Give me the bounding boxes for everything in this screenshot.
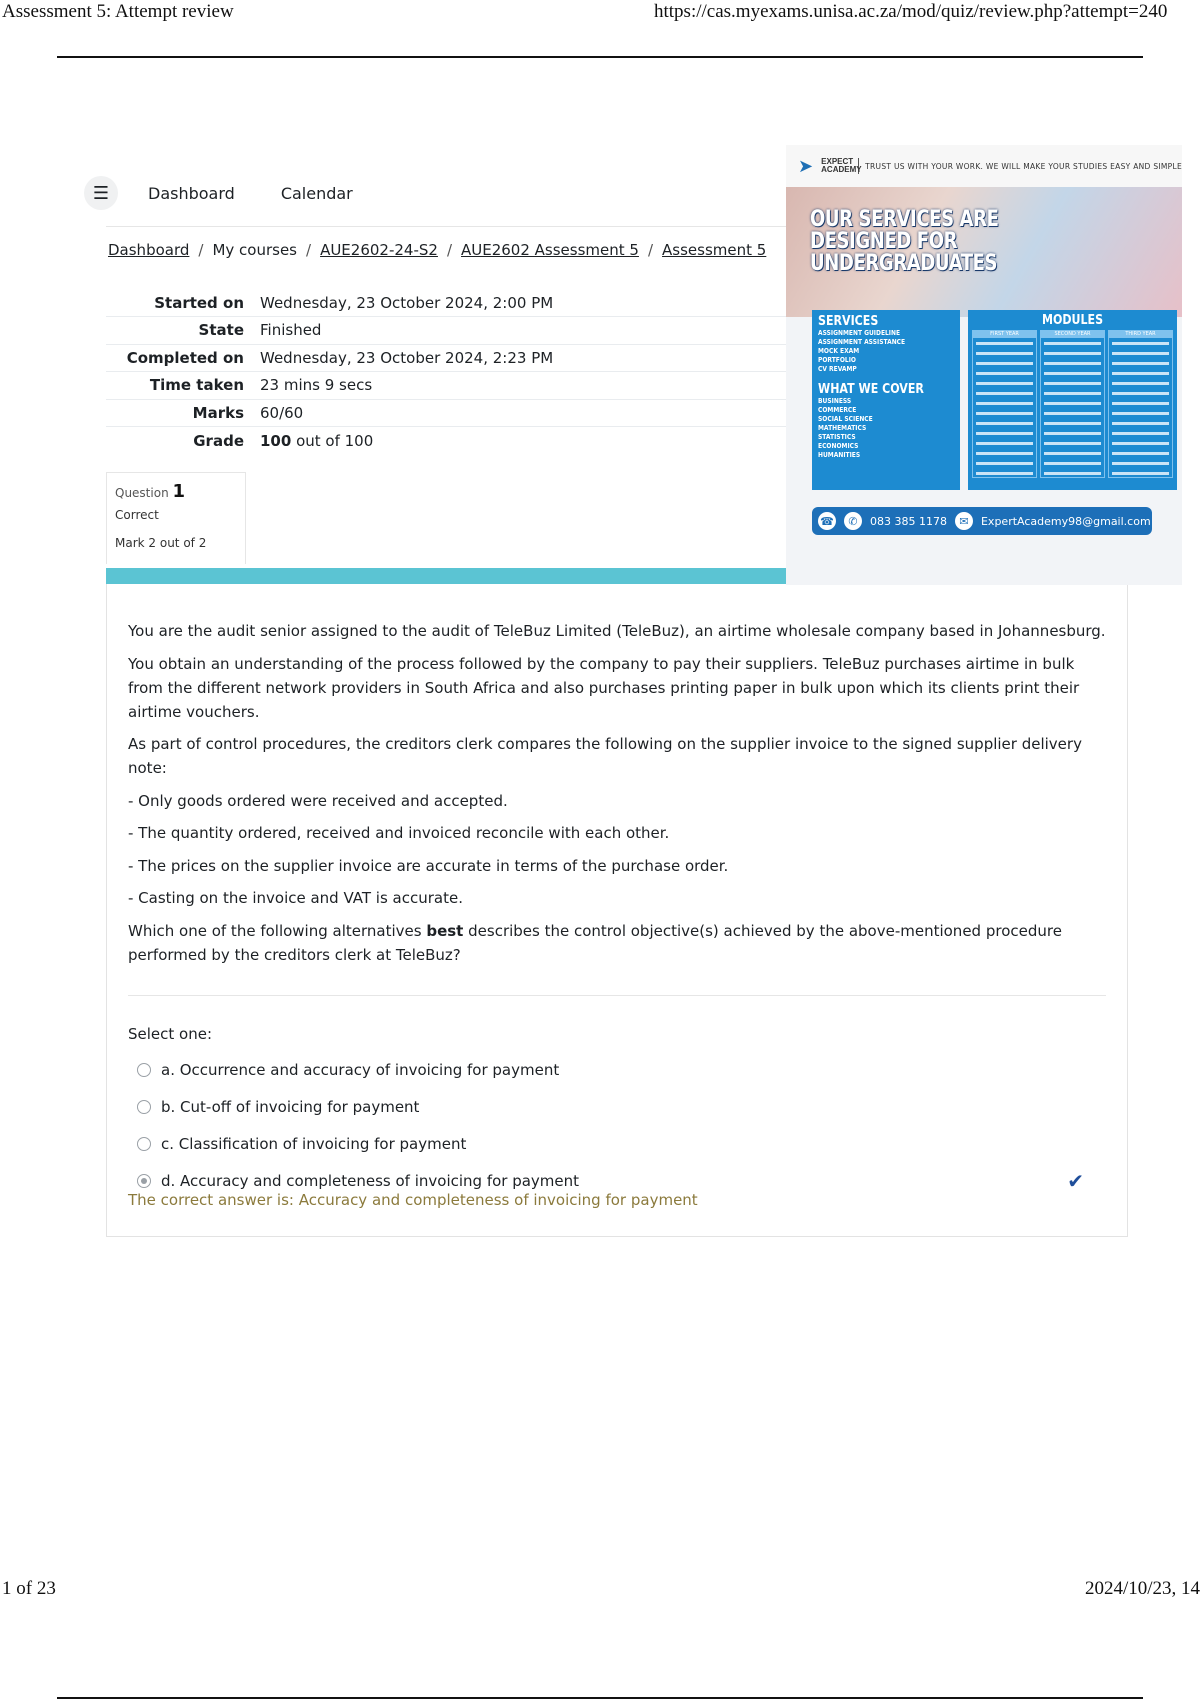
summary-value: Wednesday, 23 October 2024, 2:23 PM xyxy=(260,348,554,367)
service-item: ASSIGNMENT ASSISTANCE xyxy=(818,338,906,346)
question-bullet: - The prices on the supplier invoice are accurate in terms of the purchase order. xyxy=(128,856,729,875)
question-mark: Mark 2 out of 2 xyxy=(115,536,207,550)
advert-tagline: TRUST US WITH YOUR WORK. WE WILL MAKE YOUR STUDIES EASY AND SIMPLE xyxy=(865,161,1182,171)
advert-services-panel xyxy=(812,310,960,490)
radio-button[interactable] xyxy=(137,1063,151,1077)
nav-calendar[interactable]: Calendar xyxy=(280,183,353,203)
services-title: SERVICES xyxy=(818,314,879,329)
radio-button[interactable] xyxy=(137,1100,151,1114)
menu-icon[interactable]: ☰ xyxy=(84,176,118,210)
primary-navigation xyxy=(84,176,399,210)
prompt-text: Which one of the following alternatives xyxy=(128,921,427,940)
email-icon: ✉ xyxy=(955,512,973,530)
modules-column xyxy=(972,330,1037,478)
summary-row-started xyxy=(106,289,786,317)
header-rule xyxy=(57,56,1143,58)
question-bullet: - Only goods ordered were received and accepted. xyxy=(128,791,508,810)
modules-list xyxy=(1044,342,1101,478)
correct-check-icon: ✔ xyxy=(1067,1168,1084,1193)
summary-label: State xyxy=(198,321,244,340)
breadcrumb xyxy=(106,226,786,272)
breadcrumb-dashboard[interactable]: Dashboard xyxy=(108,240,190,259)
modules-column xyxy=(1040,330,1105,478)
question-paragraph: You obtain an understanding of the process followed by the company to pay their suppliers. TeleBuz purchases airtime in bulk from the different network providers in South Africa and also purchases printing paper in bulk upon which its clients print their airtime vouchers. xyxy=(128,654,1080,721)
select-one-label: Select one: xyxy=(128,1024,213,1043)
advert-modules-panel xyxy=(968,310,1177,490)
cover-item: HUMANITIES xyxy=(818,451,861,459)
summary-row-completed xyxy=(106,344,786,372)
nav-dashboard[interactable]: Dashboard xyxy=(148,183,235,203)
modules-columns xyxy=(972,330,1173,478)
modules-column-header: SECOND YEAR xyxy=(1041,331,1104,338)
question-bullet: - Casting on the invoice and VAT is accurate. xyxy=(128,889,463,907)
summary-label: Completed on xyxy=(126,348,244,367)
advert-banner[interactable] xyxy=(786,145,1182,585)
advert-top-strip xyxy=(786,145,1182,187)
service-item: ASSIGNMENT GUIDELINE xyxy=(818,329,901,337)
breadcrumb-separator: / xyxy=(446,240,452,259)
modules-list xyxy=(1112,342,1169,478)
modules-title: MODULES xyxy=(1041,313,1104,328)
summary-label: Marks xyxy=(192,403,244,422)
advert-phone: 083 385 1178 xyxy=(870,514,947,528)
question-content xyxy=(106,584,1128,1237)
breadcrumb-separator: / xyxy=(198,240,204,259)
service-item: PORTFOLIO xyxy=(818,356,856,364)
summary-row-time-taken xyxy=(106,372,786,400)
question-paragraph: You are the audit senior assigned to the audit of TeleBuz Limited (TeleBuz), an airtime wholesale company based in Johannesburg. xyxy=(128,622,1106,640)
summary-value: 23 mins 9 secs xyxy=(260,376,373,395)
advert-photo xyxy=(786,187,1182,317)
grade-value: 100 xyxy=(260,431,292,450)
answer-label: a. Occurrence and accuracy of invoicing for payment xyxy=(161,1061,560,1079)
advert-heading-line: OUR SERVICES ARE xyxy=(810,207,999,232)
answer-option-b[interactable] xyxy=(128,1089,1106,1126)
question-label: Question xyxy=(115,486,169,500)
modules-column xyxy=(1108,330,1173,478)
cover-item: STATISTICS xyxy=(818,433,856,441)
cover-item: BUSINESS xyxy=(818,397,852,405)
breadcrumb-separator: / xyxy=(647,240,654,259)
answer-label: b. Cut-off of invoicing for payment xyxy=(161,1098,420,1116)
correct-answer-feedback: The correct answer is: Accuracy and completeness of invoicing for payment xyxy=(128,1191,698,1209)
summary-label: Grade xyxy=(193,431,244,450)
radio-button[interactable] xyxy=(137,1137,151,1151)
question-state: Correct xyxy=(115,508,159,522)
print-datetime: 2024/10/23, 14 xyxy=(1085,1578,1200,1599)
answer-option-a[interactable] xyxy=(128,1052,1106,1089)
cover-item: ECONOMICS xyxy=(818,442,859,450)
footer-rule xyxy=(57,1697,1143,1699)
radio-button-selected[interactable] xyxy=(137,1174,151,1188)
advert-heading-line: DESIGNED FOR xyxy=(810,229,958,254)
answer-divider xyxy=(128,995,1106,996)
answer-option-c[interactable] xyxy=(128,1126,1106,1163)
question-bullet: - The quantity ordered, received and invoiced reconcile with each other. xyxy=(128,824,670,842)
breadcrumb-separator: / xyxy=(306,240,312,259)
summary-value: Finished xyxy=(260,321,322,340)
service-item: CV REVAMP xyxy=(818,365,857,373)
print-header xyxy=(0,0,1200,24)
summary-row-marks xyxy=(106,399,786,427)
question-number xyxy=(115,481,237,502)
cover-title: WHAT WE COVER xyxy=(818,382,924,397)
summary-value xyxy=(260,427,786,455)
advert-panels xyxy=(812,310,1177,490)
question-info xyxy=(106,472,246,564)
summary-row-state xyxy=(106,317,786,345)
print-page-url: https://cas.myexams.unisa.ac.za/mod/quiz/review.php?attempt=240 xyxy=(654,1,1168,22)
advert-brand: EXPECT ACADEMY xyxy=(821,157,862,174)
question-number-value: 1 xyxy=(172,481,186,502)
summary-label: Time taken xyxy=(149,376,244,395)
whatsapp-icon: ✆ xyxy=(844,512,862,530)
modules-list xyxy=(976,342,1033,478)
service-item: MOCK EXAM xyxy=(818,347,860,355)
grade-out-of: out of 100 xyxy=(291,431,374,450)
cover-item: MATHEMATICS xyxy=(818,424,867,432)
breadcrumb-quiz[interactable]: Assessment 5 xyxy=(662,240,767,259)
print-page-number: 1 of 23 xyxy=(2,1578,56,1599)
modules-column-header: FIRST YEAR xyxy=(973,331,1036,338)
prompt-emphasis: best xyxy=(426,921,464,940)
question-prompt xyxy=(128,919,1106,967)
advert-email: ExpertAcademy98@gmail.com xyxy=(980,514,1151,528)
answer-label: d. Accuracy and completeness of invoicing for payment xyxy=(161,1172,580,1190)
cover-item: SOCIAL SCIENCE xyxy=(818,415,873,423)
advert-contact-bar xyxy=(812,507,1152,535)
advert-heading-line: UNDERGRADUATES xyxy=(810,251,998,276)
print-page-title: Assessment 5: Attempt review xyxy=(2,1,234,22)
summary-label: Started on xyxy=(154,293,244,312)
attempt-summary-table xyxy=(106,289,786,454)
answer-label: c. Classification of invoicing for payment xyxy=(161,1135,467,1153)
summary-row-grade xyxy=(106,427,786,455)
prompt-text: describes the control objective(s) achieved by the above-mentioned procedure performed by the creditors clerk at TeleBuz? xyxy=(128,921,1062,964)
summary-value: Wednesday, 23 October 2024, 2:00 PM xyxy=(260,293,554,312)
summary-value: 60/60 xyxy=(260,403,304,422)
cover-item: COMMERCE xyxy=(818,406,857,414)
breadcrumb-section[interactable]: AUE2602 Assessment 5 xyxy=(461,240,639,259)
question-paragraph: As part of control procedures, the creditors clerk compares the following on the supplier invoice to the signed supplier delivery note: xyxy=(128,735,1082,777)
breadcrumb-course[interactable]: AUE2602-24-S2 xyxy=(320,240,438,259)
paper-plane-icon: ➤ xyxy=(798,155,814,177)
breadcrumb-my-courses[interactable]: My courses xyxy=(212,240,297,259)
phone-icon: ☎ xyxy=(818,512,836,530)
advert-heading xyxy=(810,209,998,275)
modules-column-header: THIRD YEAR xyxy=(1109,331,1172,338)
